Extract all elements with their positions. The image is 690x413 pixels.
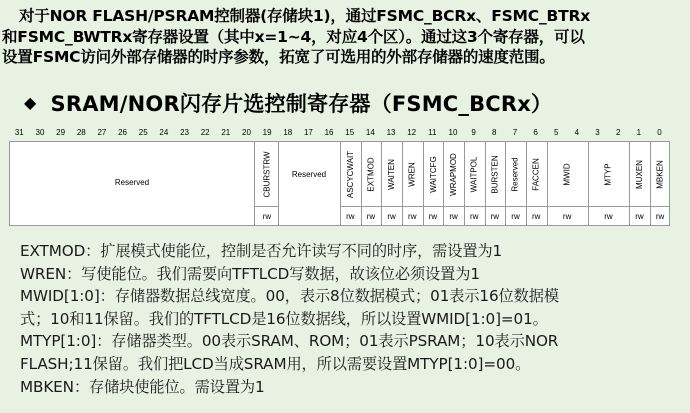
bit-number: 3 xyxy=(595,128,600,137)
bit-number: 15 xyxy=(345,128,355,137)
rw-waitpol: rw xyxy=(469,212,479,221)
bit-number: 16 xyxy=(324,128,334,137)
bit-number: 28 xyxy=(76,128,86,137)
desc-mwid-2: 式；10和11保留。我们的TFTLCD是16位数据线，所以设置WMID[1:0]=01。 xyxy=(20,309,548,328)
desc-wren: WREN：写使能位。我们需要向TFTLCD写数据，故该位必须设置为1 xyxy=(20,264,480,283)
divider xyxy=(485,142,486,225)
bit-number: 4 xyxy=(574,128,580,137)
divider xyxy=(588,142,589,225)
bit-number: 13 xyxy=(386,128,396,137)
divider xyxy=(254,142,255,225)
desc-mbken: MBKEN：存储块使能位。需设置为1 xyxy=(20,377,265,396)
bit-number: 10 xyxy=(448,128,458,137)
field-wren: WREN xyxy=(407,161,417,187)
field-waiten: WAITEN xyxy=(387,158,397,190)
field-mbken: MBKEN xyxy=(655,159,665,189)
rw-ascycwait: rw xyxy=(346,212,355,221)
divider xyxy=(547,142,548,225)
bit-number: 29 xyxy=(56,128,66,137)
section-heading xyxy=(24,88,552,118)
bit-number: 0 xyxy=(657,128,662,137)
field-mwid: MWID xyxy=(562,162,572,186)
intro-line-3: 设置FSMC访问外部存储器的时序参数，拓宽了可选用的外部存储器的速度范围。 xyxy=(2,48,555,66)
bit-number: 6 xyxy=(533,128,538,137)
divider xyxy=(361,142,362,225)
bit-number: 12 xyxy=(407,128,417,137)
bit-number: 25 xyxy=(138,128,148,137)
desc-mwid-1: MWID[1:0]：存储器数据总线宽度。00，表示8位数据模式；01表示16位数据模 xyxy=(20,287,559,306)
bit-number: 17 xyxy=(303,128,313,137)
reserved-mid-field: Reserved xyxy=(291,170,327,179)
divider xyxy=(650,142,651,225)
divider xyxy=(402,142,403,225)
field-ascycwait: ASCYCWAIT xyxy=(345,150,355,198)
field-mtyp: MTYP xyxy=(603,162,613,186)
bit-number: 22 xyxy=(200,128,210,137)
field-muxen: MUXEN xyxy=(634,159,644,189)
rw-cburstrw: rw xyxy=(262,212,272,221)
bit-number: 18 xyxy=(283,128,293,137)
field-extmod: EXTMOD xyxy=(366,156,376,192)
field-bursten: BURSTEN xyxy=(490,154,500,194)
section-heading-text: SRAM/NOR闪存片选控制寄存器（FSMC_BCRx） xyxy=(50,92,553,116)
bit-number: 7 xyxy=(512,128,518,137)
rw-mbken: rw xyxy=(655,212,665,221)
divider xyxy=(464,142,465,225)
divider xyxy=(381,142,382,225)
bit-number: 21 xyxy=(221,128,231,137)
rw-faccen: rw xyxy=(531,212,541,221)
reserved-high-field: Reserved xyxy=(114,178,150,187)
rw-bursten: rw xyxy=(490,212,500,221)
divider xyxy=(629,142,630,225)
desc-mtyp-2: FLASH;11保留。我们把LCD当成SRAM用，所以需要设置MTYP[1:0]=00。 xyxy=(20,354,531,373)
rw-muxen: rw xyxy=(635,212,644,221)
divider xyxy=(340,142,341,225)
desc-extmod: EXTMOD：扩展模式使能位，控制是否允许读写不同的时序，需设置为1 xyxy=(20,242,503,260)
divider xyxy=(505,142,506,225)
divider xyxy=(526,142,527,225)
bit-number: 26 xyxy=(118,128,128,137)
bit-number: 20 xyxy=(242,128,251,137)
field-faccen: FACCEN xyxy=(531,157,541,191)
bit-number: 14 xyxy=(365,128,375,137)
field-waitpol: WAITPOL xyxy=(469,156,479,192)
rw-reserved: rw xyxy=(511,212,520,221)
bit-number: 2 xyxy=(615,128,621,137)
intro-line-2: 和FSMC_BWTRx寄存器设置（其中x=1~4，对应4个区）。通过这3个寄存器，可以 xyxy=(2,27,585,46)
intro-line-1: 对于NOR FLASH/PSRAM控制器(存储块1)，通过FSMC_BCRx、FSMC_BTRx xyxy=(19,7,591,25)
bit-number: 19 xyxy=(262,128,272,137)
description-block xyxy=(20,240,680,398)
desc-mtyp-1: MTYP[1:0]：存储器类型。00表示SRAM、ROM；01表示PSRAM；10表示NOR xyxy=(20,332,559,351)
rw-separator xyxy=(254,206,278,207)
rw-wrapmod: rw xyxy=(449,212,458,221)
field-reserved: Reserved xyxy=(511,156,521,192)
bit-number: 31 xyxy=(14,128,24,137)
bit-number: 30 xyxy=(35,128,45,137)
rw-mtyp: rw xyxy=(604,212,613,221)
register-table xyxy=(9,141,670,226)
field-wrapmod: WRAPMOD xyxy=(449,152,459,196)
rw-extmod: rw xyxy=(366,212,376,221)
bit-number: 8 xyxy=(492,128,497,137)
rw-waitcfg: rw xyxy=(428,212,438,221)
bit-number: 23 xyxy=(180,128,189,137)
rw-wren: rw xyxy=(408,212,417,221)
rw-separator xyxy=(340,206,670,207)
diamond-bullet-icon: ◆ xyxy=(24,93,37,112)
divider xyxy=(423,142,424,225)
intro-paragraph xyxy=(2,6,686,68)
divider xyxy=(278,142,279,225)
bit-number: 5 xyxy=(553,128,559,137)
field-waitcfg: WAITCFG xyxy=(428,155,438,193)
divider xyxy=(443,142,444,225)
bit-number: 11 xyxy=(428,128,437,137)
rw-mwid: rw xyxy=(562,212,572,221)
bit-number: 27 xyxy=(97,128,107,137)
field-cburstrw: CBURSTRW xyxy=(262,150,272,198)
bit-number: 9 xyxy=(471,128,476,137)
bit-number: 24 xyxy=(159,128,169,137)
bit-number: 1 xyxy=(636,128,642,137)
rw-waiten: rw xyxy=(387,212,396,221)
